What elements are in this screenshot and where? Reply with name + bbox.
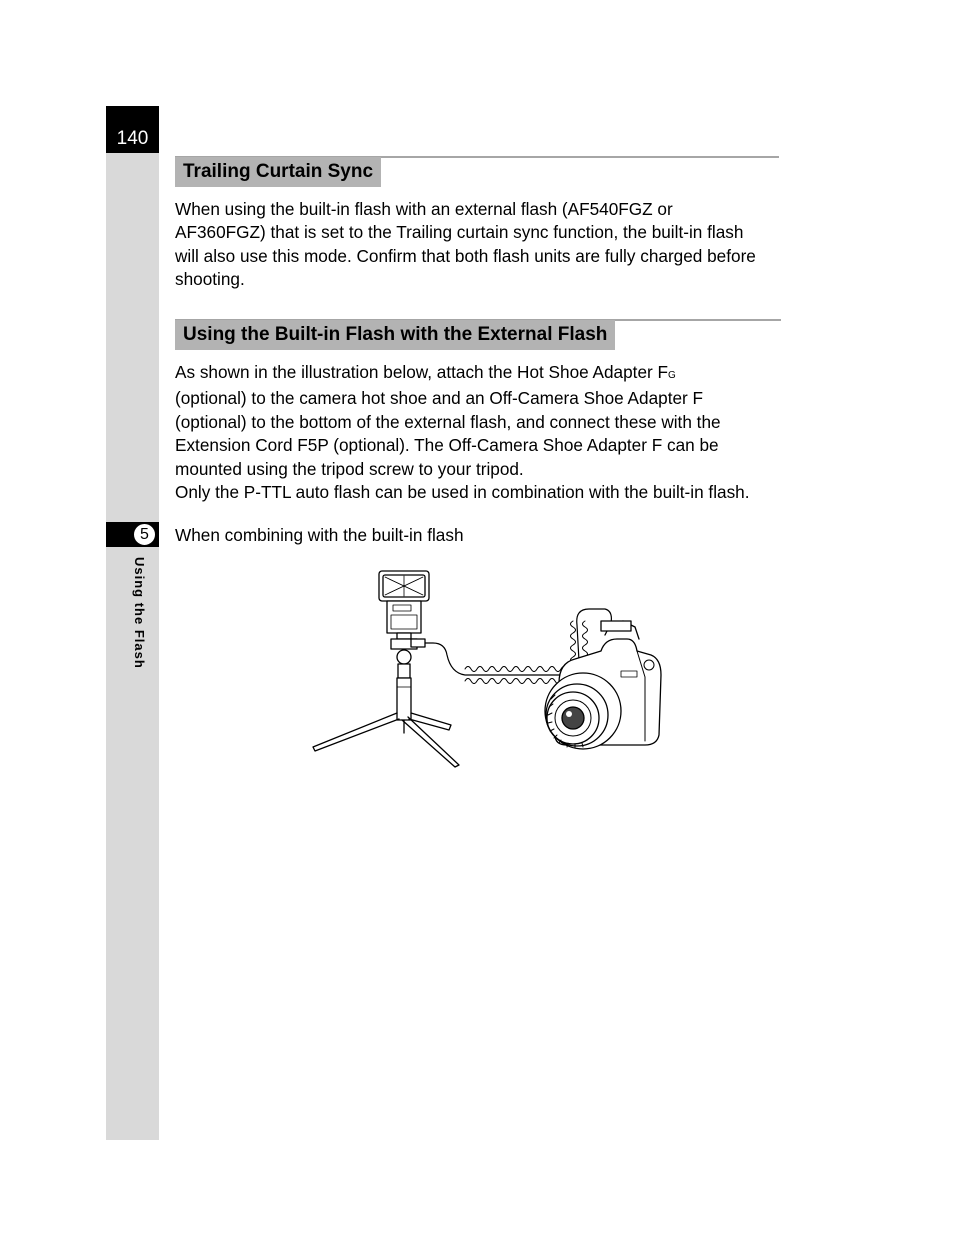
section-heading-trailing-curtain-sync: Trailing Curtain Sync: [175, 157, 381, 187]
text-line: [175, 361, 750, 387]
section-heading-builtin-external-flash: Using the Built-in Flash with the External Flash: [175, 320, 615, 350]
tripod: [313, 678, 459, 767]
page-number: 140: [106, 106, 159, 153]
text-line: (optional) to the bottom of the external flash, and connect these with the: [175, 411, 721, 432]
text-line: (optional) to the camera hot shoe and an Off-Camera Shoe Adapter F: [175, 388, 704, 409]
off-camera-shoe-adapter: [391, 639, 425, 678]
chapter-title: Using the Flash: [132, 557, 147, 669]
text-line: Extension Cord F5P (optional). The Off-Camera Shoe Adapter F can be: [175, 435, 719, 456]
camera-lens: [545, 673, 621, 749]
flash-setup-illustration: [305, 565, 675, 780]
subscript-g: G: [668, 370, 676, 381]
text-line: mounted using the tripod screw to your tripod.: [175, 458, 524, 479]
illustration-caption: When combining with the built-in flash: [175, 525, 464, 545]
external-flash: [379, 571, 429, 639]
section-body: [175, 361, 750, 504]
chapter-number: 5: [133, 523, 156, 546]
text-segment: As shown in the illustration below, attach the Hot Shoe Adapter F: [175, 362, 668, 382]
section-body: [175, 198, 756, 292]
text-line: shooting.: [175, 269, 245, 290]
text-line: AF360FGZ) that is set to the Trailing curtain sync function, the built-in flash: [175, 222, 744, 243]
text-line: When using the built-in flash with an external flash (AF540FGZ or: [175, 199, 673, 219]
text-line: Only the P-TTL auto flash can be used in combination with the built-in flash.: [175, 482, 750, 503]
text-line: will also use this mode. Confirm that both flash units are fully charged before: [175, 245, 756, 266]
